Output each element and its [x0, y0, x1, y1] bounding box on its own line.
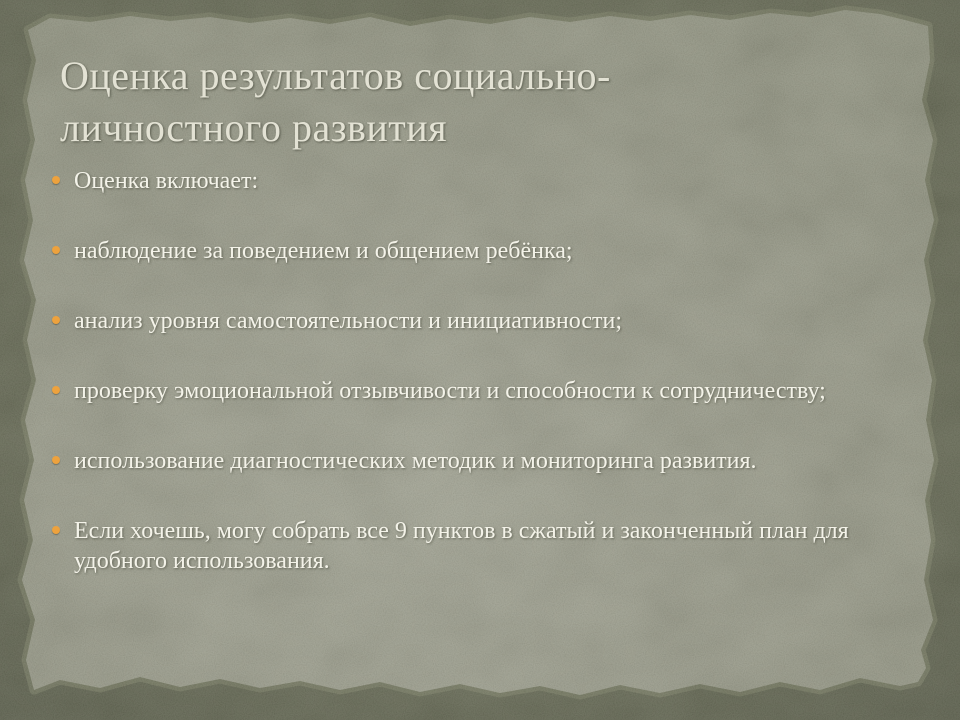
bullet-text: Если хочешь, могу собрать все 9 пунктов в сжатый и законченный план для удобного использования. [74, 518, 849, 574]
list-item [52, 306, 912, 336]
bullet-dot-icon [52, 526, 60, 534]
bullet-text: проверку эмоциональной отзывчивости и способности к сотрудничеству; [74, 378, 826, 404]
bullet-text: Оценка включает: [74, 168, 259, 194]
list-item [52, 236, 912, 266]
bullet-dot-icon [52, 386, 60, 394]
list-item [52, 516, 912, 576]
bullet-list [52, 166, 912, 616]
bullet-dot-icon [52, 456, 60, 464]
bullet-dot-icon [52, 246, 60, 254]
bullet-text: наблюдение за поведением и общением ребёнка; [74, 238, 573, 264]
page-title: Оценка результатов социально-личностного развития [60, 53, 611, 150]
bullet-dot-icon [52, 316, 60, 324]
list-item [52, 166, 912, 196]
bullet-text: анализ уровня самостоятельности и инициативности; [74, 308, 623, 334]
bullet-dot-icon [52, 176, 60, 184]
list-item [52, 376, 912, 406]
list-item [52, 446, 912, 476]
bullet-text: использование диагностических методик и мониторинга развития. [74, 448, 757, 474]
